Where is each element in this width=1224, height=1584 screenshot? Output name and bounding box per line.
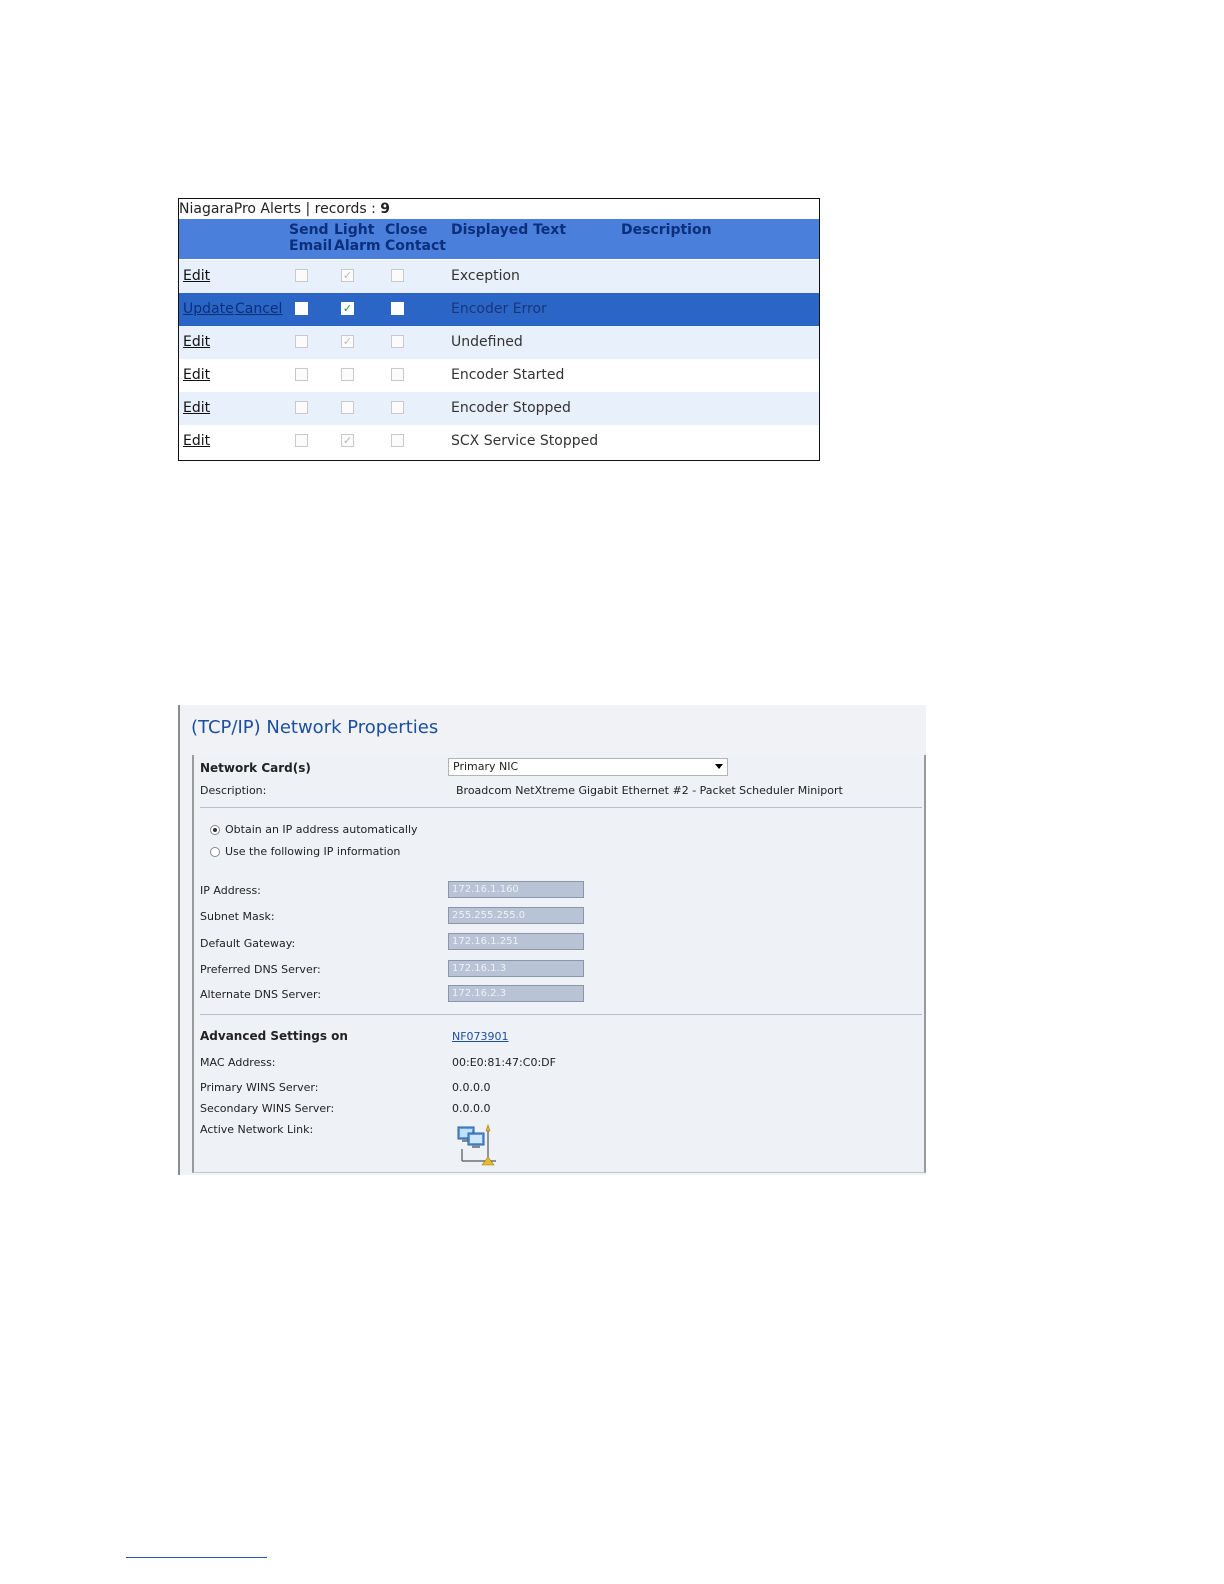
light-alarm-checkbox[interactable]: ✓ bbox=[342, 335, 353, 348]
ip-address-label: IP Address: bbox=[200, 884, 261, 897]
close-contact-checkbox[interactable] bbox=[391, 401, 404, 414]
alternate-dns-field[interactable]: 172.16.2.3 bbox=[448, 985, 584, 1002]
alerts-title-text: NiagaraPro Alerts | records : bbox=[179, 201, 381, 217]
description-value: Broadcom NetXtreme Gigabit Ethernet #2 - Packet Scheduler Miniport bbox=[456, 784, 843, 797]
alternate-dns-label: Alternate DNS Server: bbox=[200, 988, 322, 1001]
mac-address-value: 00:E0:81:47:C0:DF bbox=[452, 1056, 556, 1069]
network-card-label: Network Card(s) bbox=[200, 761, 311, 775]
table-row-selected bbox=[179, 293, 819, 326]
primary-wins-label: Primary WINS Server: bbox=[200, 1081, 319, 1094]
table-row bbox=[179, 326, 819, 359]
col-light-alarm: Light Alarm bbox=[334, 222, 381, 254]
col-description: Description bbox=[621, 222, 712, 238]
radio-auto-label: Obtain an IP address automatically bbox=[225, 823, 418, 836]
footer-rule bbox=[126, 1557, 267, 1558]
close-contact-checkbox[interactable] bbox=[391, 335, 404, 348]
col-close-contact: Close Contact bbox=[385, 222, 446, 254]
alerts-table bbox=[178, 198, 820, 461]
close-contact-checkbox[interactable] bbox=[391, 269, 404, 282]
default-gateway-label: Default Gateway: bbox=[200, 937, 296, 950]
secondary-wins-label: Secondary WINS Server: bbox=[200, 1102, 335, 1115]
send-email-checkbox[interactable] bbox=[295, 302, 308, 315]
close-contact-checkbox[interactable] bbox=[391, 368, 404, 381]
displayed-text: Exception bbox=[451, 268, 520, 284]
col-send-email: Send Email bbox=[289, 222, 333, 254]
light-alarm-checkbox[interactable]: ✓ bbox=[342, 269, 353, 282]
send-email-checkbox[interactable] bbox=[295, 335, 308, 348]
send-email-checkbox[interactable] bbox=[295, 269, 308, 282]
ip-address-field[interactable]: 172.16.1.160 bbox=[448, 881, 584, 898]
displayed-text: Undefined bbox=[451, 334, 523, 350]
displayed-text: Encoder Error bbox=[451, 301, 547, 317]
advanced-settings-link[interactable]: NF073901 bbox=[452, 1030, 509, 1043]
table-row bbox=[179, 359, 819, 392]
col-displayed-text: Displayed Text bbox=[451, 222, 567, 238]
primary-wins-value: 0.0.0.0 bbox=[452, 1081, 491, 1094]
light-alarm-checkbox[interactable] bbox=[341, 401, 354, 414]
radio-obtain-automatically[interactable] bbox=[210, 825, 220, 835]
light-alarm-checkbox[interactable]: ✓ bbox=[342, 434, 353, 447]
send-email-checkbox[interactable] bbox=[295, 368, 308, 381]
divider bbox=[200, 807, 922, 808]
network-card-value: Primary NIC bbox=[453, 760, 519, 773]
page-title: (TCP/IP) Network Properties bbox=[191, 717, 439, 738]
network-properties-panel bbox=[178, 705, 926, 1175]
alerts-title bbox=[179, 199, 819, 219]
table-row bbox=[179, 260, 819, 293]
light-alarm-checkbox[interactable]: ✓ bbox=[342, 302, 353, 315]
subnet-mask-field[interactable]: 255.255.255.0 bbox=[448, 907, 584, 924]
network-card-select[interactable] bbox=[448, 758, 728, 776]
chevron-down-icon bbox=[715, 764, 723, 769]
network-properties-body bbox=[192, 755, 926, 1173]
send-email-checkbox[interactable] bbox=[295, 434, 308, 447]
preferred-dns-field[interactable]: 172.16.1.3 bbox=[448, 960, 584, 977]
displayed-text: SCX Service Stopped bbox=[451, 433, 599, 449]
displayed-text: Encoder Started bbox=[451, 367, 565, 383]
default-gateway-field[interactable]: 172.16.1.251 bbox=[448, 933, 584, 950]
edit-link[interactable]: Edit bbox=[183, 400, 211, 416]
edit-link[interactable]: Edit bbox=[183, 334, 211, 350]
table-row bbox=[179, 425, 819, 458]
subnet-mask-label: Subnet Mask: bbox=[200, 910, 275, 923]
alerts-header-row bbox=[179, 219, 819, 259]
network-link-icon bbox=[456, 1121, 502, 1167]
table-row bbox=[179, 392, 819, 425]
alerts-record-count: 9 bbox=[380, 201, 391, 217]
close-contact-checkbox[interactable] bbox=[391, 434, 404, 447]
preferred-dns-label: Preferred DNS Server: bbox=[200, 963, 321, 976]
divider bbox=[200, 1014, 922, 1015]
edit-link[interactable]: Edit bbox=[183, 268, 211, 284]
secondary-wins-value: 0.0.0.0 bbox=[452, 1102, 491, 1115]
light-alarm-checkbox[interactable] bbox=[341, 368, 354, 381]
edit-link[interactable]: Edit bbox=[183, 433, 211, 449]
update-link[interactable]: Update bbox=[183, 301, 234, 317]
displayed-text: Encoder Stopped bbox=[451, 400, 571, 416]
close-contact-checkbox[interactable] bbox=[391, 302, 404, 315]
radio-manual-label: Use the following IP information bbox=[225, 845, 401, 858]
cancel-link[interactable]: Cancel bbox=[235, 301, 283, 317]
mac-address-label: MAC Address: bbox=[200, 1056, 276, 1069]
active-link-label: Active Network Link: bbox=[200, 1123, 314, 1136]
radio-use-following[interactable] bbox=[210, 847, 220, 857]
description-label: Description: bbox=[200, 784, 267, 797]
advanced-settings-label: Advanced Settings on bbox=[200, 1029, 348, 1043]
send-email-checkbox[interactable] bbox=[295, 401, 308, 414]
edit-link[interactable]: Edit bbox=[183, 367, 211, 383]
